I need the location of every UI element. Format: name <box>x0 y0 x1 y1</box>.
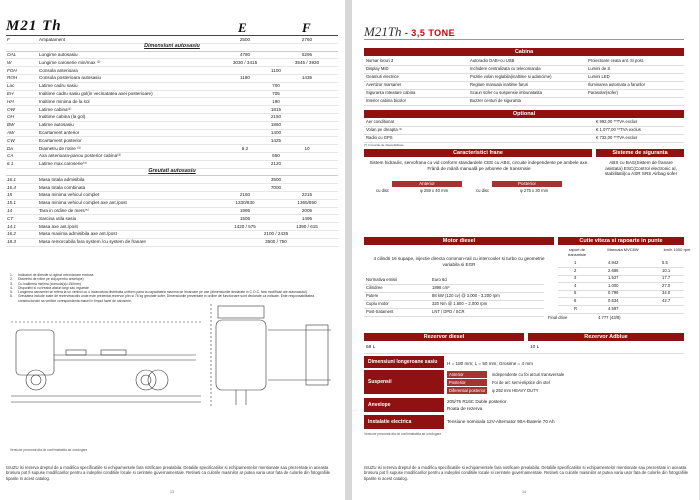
gear-number: R <box>574 305 578 311</box>
gear-ratio: 1.000 <box>608 282 619 288</box>
left-page <box>0 0 345 500</box>
row-divider <box>364 353 684 354</box>
engine-spec-value: 88 kW (120 cv) @ 3.000 - 3.200 rpm <box>432 293 500 298</box>
page-gutter <box>345 0 352 500</box>
gearbox-column-header: Manuala MVC6W <box>607 247 639 252</box>
optional-item: Radio cu GPS <box>366 135 393 140</box>
spec-label: Consola anterioara <box>38 67 214 75</box>
suspension-item-label: Posterior <box>447 379 487 386</box>
title-rule <box>364 39 684 40</box>
row-divider <box>364 316 544 317</box>
spec-value-e: 1180 <box>214 74 276 82</box>
spec-value-e: 3500 <box>214 176 338 184</box>
column-e-header: E <box>238 20 247 35</box>
gear-ratio: 0.634 <box>608 298 619 303</box>
cabina-feature: Buzzer centuri de siguranta <box>470 98 521 103</box>
engine-spec-value: LNT / DPD / SCR <box>432 309 465 314</box>
brakes-text: Sistem hidraulic, servofrana cu vid conform standardele CEE cu ABS, circuite independente pe ambele axe. Frână de mână manuală pe arborele de transmisie <box>369 160 589 171</box>
section-title: Dimensiuni autosasiu <box>6 43 338 51</box>
right-page <box>352 0 700 500</box>
brake-rear-type: cu disc <box>476 188 490 193</box>
engine-spec-value: Euro 6d <box>432 277 447 282</box>
section-heading <box>6 168 338 176</box>
cabina-feature: Inchidere centralizata cu telecomanda <box>470 66 541 71</box>
disclaimer: ISUZU isi rezerva dreptul de a modifica specificatiile si echipamentele fara notificare prealabila. Detaliile specificatiilor si echipamentelor mentionate sau prezentate in aceasta brosura pot fi supuse modificarilor pentru a indeplini conditiile locale si cerintele guvernamentale. Retineti ca culorile masinilor ar putea varia usor fata de culorile din fotografiile tiparite in acest catalog. <box>6 465 331 481</box>
spec-label: Masa minima vehicul complet <box>38 191 214 199</box>
spec-code: 16.4 <box>6 184 38 192</box>
adblue-tank-header: Rezervor Adblue <box>528 333 684 341</box>
footnote-text: Disponibil si cu treaba alaturi largi sau ingueste <box>18 285 89 290</box>
spec-label: Masa totala admisibila <box>38 176 214 184</box>
gear-number: 5 <box>574 290 577 296</box>
spec-value-e: 3500 / 750 <box>214 238 338 246</box>
engine-spec-value: 320 Nm @ 1.600 – 2.000 rpm <box>432 301 488 306</box>
spec-label: Ampatament <box>38 36 214 43</box>
tyres-label: Anvelope <box>364 398 444 412</box>
adblue-tank-value: 10 L <box>530 345 540 350</box>
suspension-label: Suspensii <box>364 370 444 394</box>
cabina-feature: Lumini de zi <box>588 66 611 71</box>
engine-spec-label: Cilindree <box>366 285 383 290</box>
right-title <box>364 24 455 40</box>
engine-spec-label: Putere <box>366 293 379 298</box>
spec-row <box>6 160 338 168</box>
spec-code: OW <box>6 106 38 114</box>
spec-code: 14 <box>6 207 38 215</box>
row-divider <box>364 105 684 106</box>
suspension-item-label: Anterior <box>447 371 487 378</box>
spec-table <box>6 36 338 247</box>
spec-label: Inaltime cadru sasiu gol(in vecinatatea axei posterioare) <box>38 90 214 98</box>
spec-row <box>6 176 338 184</box>
spec-row <box>6 36 338 43</box>
spec-value-e: 3030 / 3415 <box>214 59 276 67</box>
spec-value-e: 1100 <box>214 67 338 75</box>
spec-value-e: 190 <box>214 98 338 106</box>
spec-value-e: 1815 <box>214 106 338 114</box>
spec-label: Masa maxima admisibila axe ant./post <box>38 230 214 238</box>
cabina-feature: Geamuri electrice <box>366 74 399 79</box>
spec-label: Latime cadru sasiu <box>38 82 214 90</box>
spec-value-e: 4780 <box>214 51 276 59</box>
right-caption: Versiune preconstruita de confirmatabila ad omologare <box>364 432 442 436</box>
spec-label: Axa anterioara-panou posterior cabina⁽³⁾ <box>38 152 214 160</box>
cabina-feature: Siguranta roteatare cabina <box>366 90 416 95</box>
spec-value-e: 1995 <box>214 207 276 215</box>
spec-value-f: 5295 <box>276 51 338 59</box>
spec-value-e: 705 <box>214 90 338 98</box>
spec-value-e: 2160 <box>214 191 276 199</box>
spec-row <box>6 90 338 98</box>
cabina-feature: Lumini LED <box>588 74 610 79</box>
spec-value-f: 2760 <box>276 36 338 43</box>
spec-value-e: 2500 <box>214 36 276 43</box>
cabina-feature: Iluminarea automata a farurilor <box>588 82 646 87</box>
brake-rear-label: Posterior <box>492 181 562 187</box>
frame-dim-label: Dimensiuni longeroane sasiu <box>364 356 444 368</box>
spec-row <box>6 215 338 223</box>
footnote-number: 1. <box>10 273 13 277</box>
spec-row <box>6 98 338 106</box>
spec-code: ROH <box>6 74 38 82</box>
cabina-feature: Reglare manuala inaltime faruri <box>470 82 529 87</box>
spec-row <box>6 74 338 82</box>
spec-label: Sarcina utila sasiu <box>38 215 214 223</box>
spec-code: OAL <box>6 51 38 59</box>
right-page-number: 14 <box>522 490 526 494</box>
spec-value-e: 1425 <box>214 137 338 145</box>
brake-rear-size: φ 275 x 30 mm <box>520 188 549 193</box>
spec-value-e: 2120 <box>214 160 338 168</box>
cabina-header: Cabina <box>364 48 684 56</box>
spec-label: Ecartament anterior <box>38 129 214 137</box>
brakes-header: Caracteristici frane <box>364 149 592 157</box>
spec-label: Lungime autosasiu <box>38 51 214 59</box>
row-divider <box>558 313 684 314</box>
spec-label: Masa minima vehicul complet axe ant./post <box>38 199 214 207</box>
spec-value-e: 650 <box>214 152 338 160</box>
spec-value-e: 2150 <box>214 113 338 121</box>
spec-value-e: 1860 <box>214 121 338 129</box>
diesel-tank-value: 68 L <box>366 345 376 350</box>
spec-label: Tara in ordine de mers⁽⁵⁾ <box>38 207 214 215</box>
cabina-feature: Interior cabina bicolor <box>366 98 407 103</box>
gear-ratio: 4.942 <box>608 260 619 265</box>
brake-front-size: φ 259 x 40 mm <box>420 188 449 193</box>
engine-header: Motor diesel <box>364 237 554 245</box>
tyres-value-1: 205/75 R16C Duble posterior <box>447 399 507 404</box>
spec-code: HH <box>6 98 38 106</box>
cabina-feature: Autoradio DAB+cu USB <box>470 58 515 63</box>
footnote-text: Lungimea caroseriei se refera la un vehicul cu o incarcatura distribuita uniform pana la capacitatea maxima de incarcare pe axe (dimensiunile declarate in C.O.C. fara modificari ale autovasului) <box>18 290 307 295</box>
spec-code: CT <box>6 215 38 223</box>
gearbox-column-header: raport de transmisie <box>567 247 587 257</box>
left-header <box>6 18 336 34</box>
spec-row <box>6 191 338 199</box>
spec-row <box>6 121 338 129</box>
drawing-caption: Versiune preconstruita de confirmatabila ad omologare <box>10 448 88 452</box>
spec-value-e: 7000 <box>214 184 338 192</box>
spec-row <box>6 238 338 246</box>
spec-label: Masa totala combinata <box>38 184 214 192</box>
row-divider <box>364 97 684 98</box>
gear-speed: 34.0 <box>662 290 671 296</box>
spec-label: Latime max.caroserie⁽⁴⁾ <box>38 160 214 168</box>
frame-dim-value: H = 180 mm; L = 50 mm; Grosime = 4 mm <box>447 361 533 366</box>
chassis-drawing <box>6 300 336 410</box>
spec-value-e: 700 <box>214 82 338 90</box>
model-title: M21 Th <box>6 18 62 34</box>
gear-ratio: 1.527 <box>608 275 619 281</box>
footnote-text: Greutatea include toate de rezervetacotis unde este prezentat,rezervor plin si 75 kg greutate sofer. Dimensiunile prezentate in ordine de functionare sunt declarate ca indicate. Este responsabilitatea constructorului sa verifice corespondenta masei in timpul fazei de caroserie. <box>18 294 315 303</box>
spec-value-f: 1365/850 <box>276 199 338 207</box>
suspension-item-value: φ 292 mm HEAVY DUTY <box>492 388 539 393</box>
spec-value-f: 1390 / 615 <box>276 223 338 231</box>
footnote-number: 3. <box>10 281 13 286</box>
safety-text: ABS cu BAS(Sistem de franare asistata) ESC(Control electronic al, stabilitatii)cu ASR SRS Airbag sofer <box>604 160 678 177</box>
spec-code: 15.1 <box>6 199 38 207</box>
gear-number: 3 <box>574 275 577 281</box>
spec-row <box>6 199 338 207</box>
section-title: Greutati autosasiu <box>6 168 338 176</box>
gear-number: 2 <box>574 267 577 273</box>
spec-row <box>6 223 338 231</box>
spec-code: 14.1 <box>6 223 38 231</box>
spec-value-e: 1330/830 <box>214 199 276 207</box>
spec-row <box>6 145 338 153</box>
gearbox-header: Cutie viteza si rapoarte in punte <box>558 237 684 245</box>
optional-price: € 992,00 **TVA exclus <box>596 119 638 124</box>
optional-price: € 1.077,00 **TVA exclus <box>596 127 641 132</box>
spec-row <box>6 207 338 215</box>
optional-item: Volan pe dreapta ⁽¹⁾ <box>366 127 403 132</box>
final-drive-value: 4.777 (43/9) <box>598 315 621 320</box>
spec-code: OH <box>6 113 38 121</box>
spec-value-e: 2100 / 2435 <box>214 230 338 238</box>
cabina-feature: Parasolar(sofer) <box>588 90 619 95</box>
spec-value-f: 1435 <box>276 74 338 82</box>
safety-header: Sisteme de siguranta <box>596 149 684 157</box>
tonnage-label: - 3,5 TONE <box>404 28 456 38</box>
footnote-text: Diametru de rotire pe zid(opentru anvelope) <box>18 277 84 282</box>
cabina-feature: Numar locuri 3 <box>366 58 394 63</box>
spec-code: F <box>6 36 38 43</box>
engine-spec-value: 1898 cm³ <box>432 285 450 290</box>
suspension-item-value: independente cu foi arcuri transversale <box>492 372 565 377</box>
engine-spec-label: Cuplu motor <box>366 301 389 306</box>
spec-code: Lac <box>6 82 38 90</box>
spec-code: 18.3 <box>6 238 38 246</box>
spec-row <box>6 137 338 145</box>
spec-row <box>6 113 338 121</box>
spec-code: W <box>6 59 38 67</box>
spec-row <box>6 129 338 137</box>
spec-value-f: 10 <box>276 145 338 153</box>
spec-code: CA <box>6 152 38 160</box>
spec-label: Diametru de rotire ⁽³⁾ <box>38 145 214 153</box>
footnote-number: 4. <box>10 285 13 290</box>
spec-value-f: 3545 / 3930 <box>276 59 338 67</box>
spec-label: Lungime caroserie min/max ⁽²⁾ <box>38 59 214 67</box>
spec-code: BW <box>6 121 38 129</box>
right-disclaimer: ISUZU isi rezerva dreptul de a modifica specificatiile si echipamentele fara notificare prealabila. Detaliile specificatiilor si echipamentelor mentionate sau prezentate in aceasta brosura pot fi supuse modificarilor pentru a indeplini conditiile locale si cerintele guvernamentale. Retineti ca culorile masinilor ar putea varia usor fata de culorile din fotografiile tiparite in acest catalog. <box>364 465 689 481</box>
spec-value-e: 1420 / 575 <box>214 223 276 231</box>
brake-front-type: cu disc <box>376 188 390 193</box>
brake-front-label: Anterior <box>392 181 462 187</box>
spec-code: Da <box>6 145 38 153</box>
electrical-value: Tensiune nominala 12V-Alternator 90A-Baterie 70 Ah <box>447 419 555 424</box>
gear-number: 6 <box>574 298 577 303</box>
optional-note: (*) In functie de disponibilitate <box>364 143 404 147</box>
cabina-feature: Scaun sofer cu suspensie imbunatatita <box>470 90 542 95</box>
footnote-number: 2. <box>10 277 13 282</box>
final-drive-label: Final drive <box>548 315 568 320</box>
gear-speed: 5.5 <box>662 260 668 265</box>
spec-value-f: 2005 <box>276 207 338 215</box>
spec-value-f: 2215 <box>276 191 338 199</box>
electrical-label: Instalatie electrica <box>364 415 444 429</box>
spec-code: 16.1 <box>6 176 38 184</box>
spec-label: Masa axe ant./post <box>38 223 214 231</box>
footnote-number: 6. <box>10 294 13 299</box>
engine-description: 4 cilindri 16 supape, injectie directa common-rail cu intercooler si turbo cu geometrie variabila si EGR <box>373 256 545 267</box>
column-f-header: F <box>302 20 311 35</box>
spec-row <box>6 230 338 238</box>
spec-row <box>6 82 338 90</box>
spec-label: Ecartament posterior <box>38 137 214 145</box>
spec-value-e: 1505 <box>214 215 276 223</box>
spec-label: Inaltime minima de la sol <box>38 98 214 106</box>
optional-price: € 732,00 **TVA exclus <box>596 135 638 140</box>
spec-code: CW <box>6 137 38 145</box>
optional-item: Aer conditionat <box>366 119 394 124</box>
spec-code: EH <box>6 90 38 98</box>
spec-row <box>6 184 338 192</box>
footnote-text: Indicatori de directie si oglinzi retrovizoare excluse <box>18 273 94 277</box>
spec-code: 16.2 <box>6 230 38 238</box>
gear-number: 4 <box>574 282 577 288</box>
spec-code: AW <box>6 129 38 137</box>
spec-label: Inaltime cabina (la gol) <box>38 113 214 121</box>
spec-code: 6.1 <box>6 160 38 168</box>
cabina-feature: Pozitie volan reglabila(inaltime si adancime) <box>470 74 552 79</box>
cabina-feature: Display MID <box>366 66 389 71</box>
page-number: 13 <box>170 490 174 494</box>
spec-row <box>6 106 338 114</box>
cabina-feature: Avertizor marsarier <box>366 82 402 87</box>
row-divider <box>364 284 544 285</box>
spec-value-e: 1400 <box>214 129 338 137</box>
spec-label: Masa remorcabila fara system /cu system de franare <box>38 238 214 246</box>
gear-speed: 27.0 <box>662 282 671 288</box>
spec-row <box>6 67 338 75</box>
gear-ratio: 4.597 <box>608 305 619 311</box>
spec-label: Latime cabina⁽¹⁾ <box>38 106 214 114</box>
gear-ratio: 0.796 <box>608 290 619 296</box>
suspension-item-label: Diferential posterior <box>449 388 486 393</box>
tyres-value-2: Roata de rezerva <box>447 406 483 411</box>
gear-number: 1 <box>574 260 577 265</box>
gear-ratio: 2.686 <box>608 267 619 273</box>
spec-label: Latime autosasiu <box>38 121 214 129</box>
footnotes <box>10 273 330 303</box>
spec-label: Consola posterioara autosasiu <box>38 74 214 82</box>
gearbox-column-header: km/h 1000 rpm <box>663 247 691 252</box>
footnote-number: 5. <box>10 290 13 295</box>
spec-code: FOH <box>6 67 38 75</box>
spec-value-e: 9,2 <box>214 145 276 153</box>
spec-code: 15 <box>6 191 38 199</box>
gear-speed: 42.7 <box>662 298 671 303</box>
optional-header: Optional <box>364 110 684 118</box>
gear-speed: 10.1 <box>662 267 671 273</box>
right-model: M21Th <box>364 24 402 39</box>
spec-row <box>6 59 338 67</box>
footnote-text: Cu inaltimea minima (consola(s)=150mm) <box>18 281 81 286</box>
spec-row <box>6 51 338 59</box>
gear-speed: 17.7 <box>662 275 671 281</box>
cabina-feature: Proiectoare ceata ant. Si post. <box>588 58 645 63</box>
engine-spec-label: Post-tratament <box>366 309 394 314</box>
diesel-tank-header: Rezervor diesel <box>364 333 524 341</box>
row-divider <box>364 142 684 143</box>
engine-spec-label: Normativa emisii <box>366 277 397 282</box>
spec-row <box>6 152 338 160</box>
suspension-item-value: Foi de arc semi-eliptice din otel <box>492 380 550 385</box>
spec-value-f: 1495 <box>276 215 338 223</box>
section-heading <box>6 43 338 51</box>
